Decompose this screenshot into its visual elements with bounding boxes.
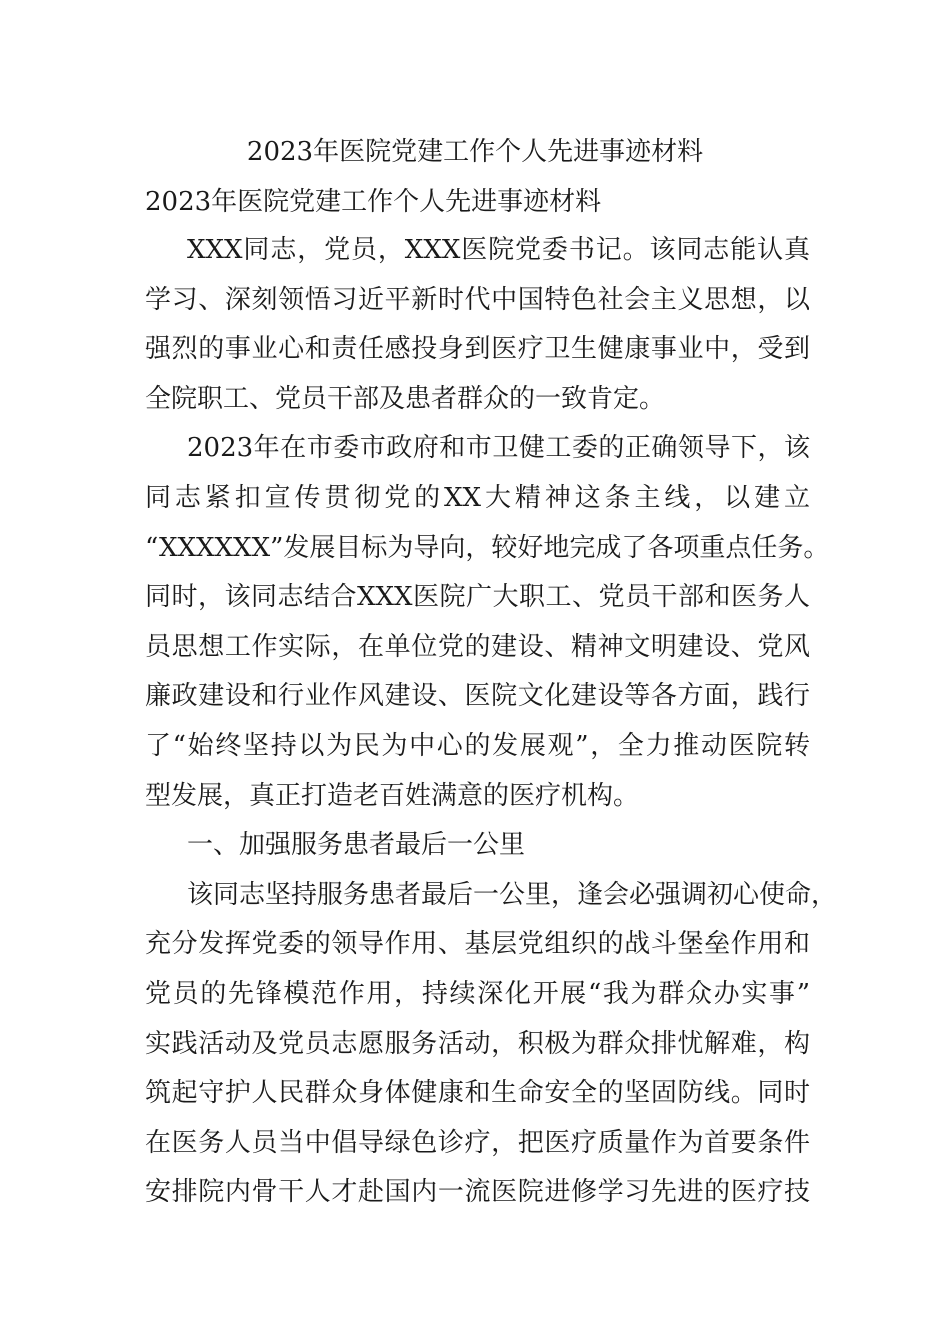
body-line: 筑起守护人民群众身体健康和生命安全的坚固防线。同时 [145,1078,810,1108]
body-line: 党员的先锋模范作用，持续深化开展“我为群众办实事” [145,979,810,1009]
body-line: 了“始终坚持以为民为中心的发展观”，全力推动医院转 [145,731,810,761]
body-line: 强烈的事业心和责任感投身到医疗卫生健康事业中，受到 [145,334,810,364]
body-line: 充分发挥党委的领导作用、基层党组织的战斗堡垒作用和 [145,929,810,959]
body-line: 2023年在市委市政府和市卫健工委的正确领导下，该 [187,433,810,463]
body-line: 全院职工、党员干部及患者群众的一致肯定。 [145,384,666,414]
body-line: 同时，该同志结合XXX医院广大职工、党员干部和医务人 [145,582,810,612]
body-line: 廉政建设和行业作风建设、医院文化建设等各方面，践行 [145,681,810,711]
body-line: 员思想工作实际，在单位党的建设、精神文明建设、党风 [145,632,810,662]
document-title: 2023年医院党建工作个人先进事迹材料 [246,137,704,167]
body-line: 一、加强服务患者最后一公里 [187,830,526,860]
body-line: 在医务人员当中倡导绿色诊疗，把医疗质量作为首要条件 [145,1128,810,1158]
body-line: 安排院内骨干人才赴国内一流医院进修学习先进的医疗技 [145,1177,810,1207]
body-line: 实践活动及党员志愿服务活动，积极为群众排忧解难，构 [145,1029,810,1059]
body-line: XXX同志，党员，XXX医院党委书记。该同志能认真 [187,235,810,265]
body-line: “XXXXXX”发展目标为导向，较好地完成了各项重点任务。 [145,533,830,563]
body-line: 型发展，真正打造老百姓满意的医疗机构。 [145,781,640,811]
body-line: 学习、深刻领悟习近平新时代中国特色社会主义思想，以 [145,285,810,315]
document-subtitle: 2023年医院党建工作个人先进事迹材料 [145,187,602,217]
body-line: 同志紧扣宣传贯彻党的XX大精神这条主线，以建立 [145,483,810,513]
body-line: 该同志坚持服务患者最后一公里，逢会必强调初心使命， [187,880,838,910]
